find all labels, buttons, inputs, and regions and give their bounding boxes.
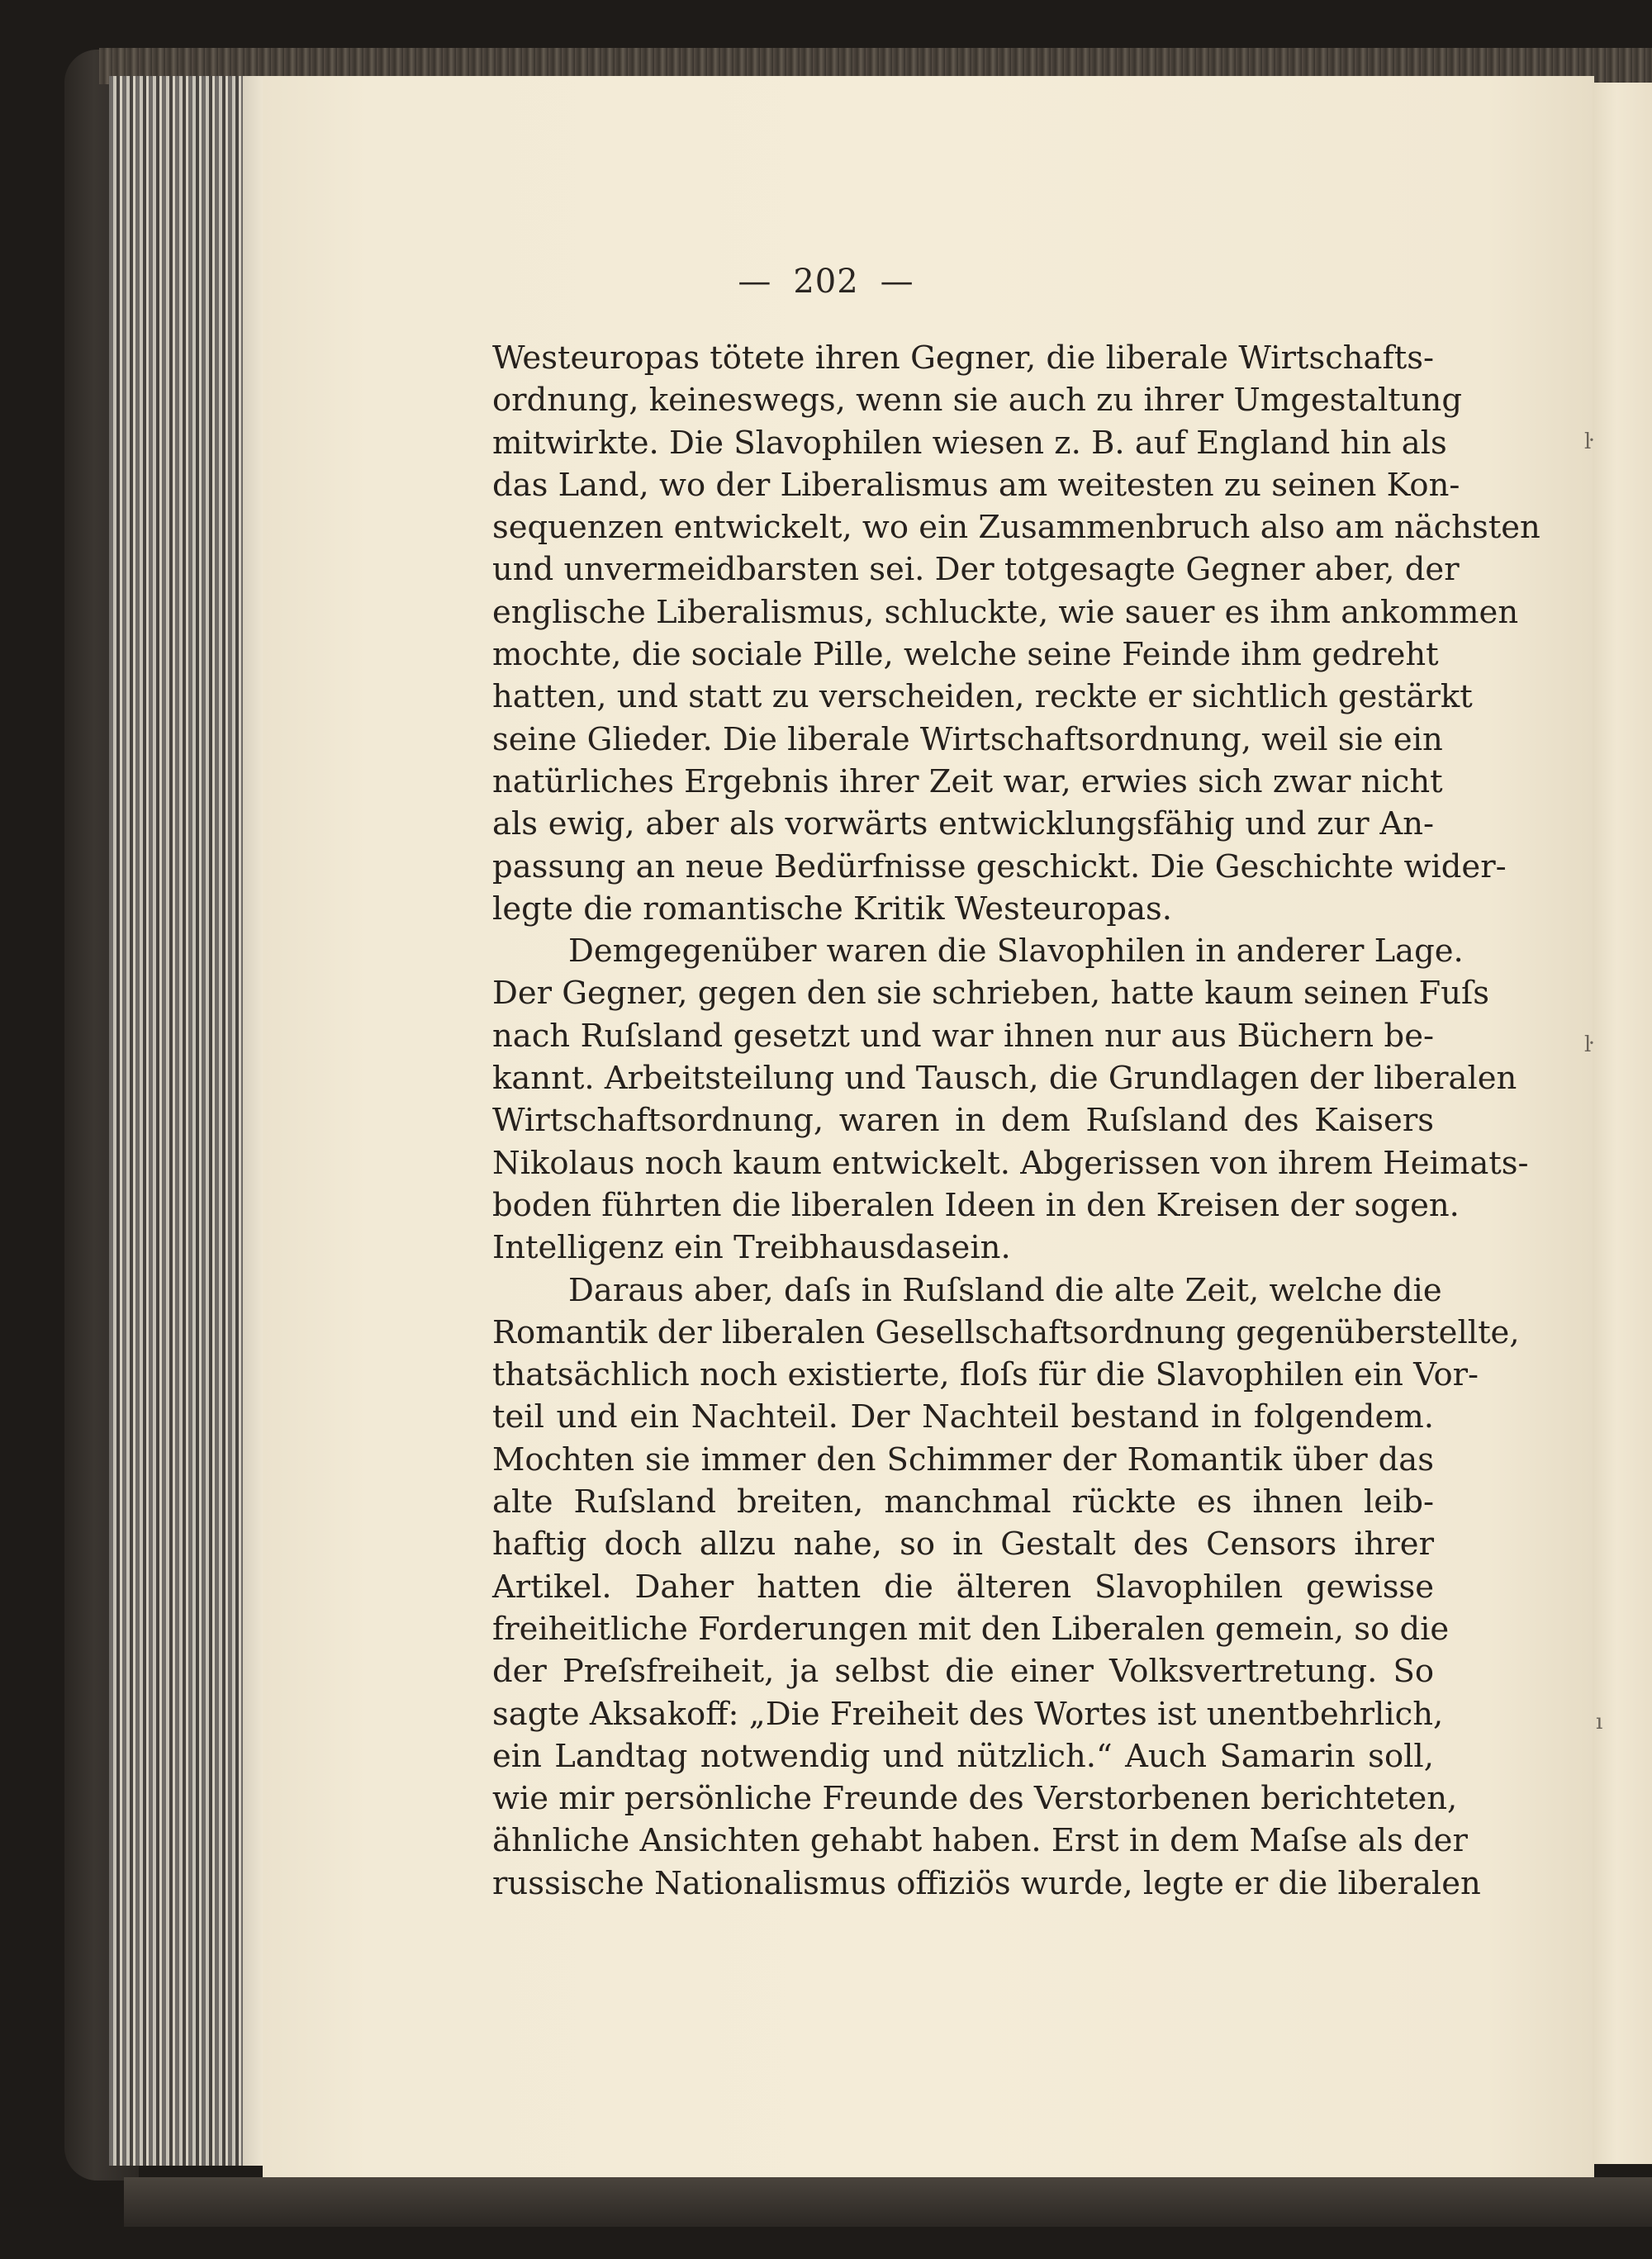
text-line: boden führten die liberalen Ideen in den Kreisen der sogen. xyxy=(492,1186,1460,1224)
text-line: ordnung, keineswegs, wenn sie auch zu ihrer Umgestaltung xyxy=(492,382,1462,420)
text-line: ein Landtag notwendig und nützlich.“ Auch Samarin soll, xyxy=(492,1737,1434,1775)
page-number: 202 xyxy=(793,263,859,301)
text-line: natürliches Ergebnis ihrer Zeit war, erwies sich zwar nicht xyxy=(492,762,1443,800)
text-line: Der Gegner, gegen den sie schrieben, hatte kaum seinen Fuſs xyxy=(492,975,1489,1013)
text-line: wie mir persönliche Freunde des Verstorbenen berichteten, xyxy=(492,1780,1458,1818)
text-line: Westeuropas tötete ihren Gegner, die liberale Wirtschafts- xyxy=(492,339,1434,377)
header-dash-right: — xyxy=(880,263,914,301)
body-text xyxy=(492,337,1540,1905)
margin-mark: ı xyxy=(1596,1710,1603,1735)
text-line: passung an neue Bedürfnisse geschickt. Die Geschichte wider- xyxy=(492,847,1507,885)
text-line: mitwirkte. Die Slavophilen wiesen z. B. auf England hin als xyxy=(492,424,1447,462)
text-line: hatten, und statt zu verscheiden, reckte er sichtlich gestärkt xyxy=(492,678,1473,716)
text-line: russische Nationalismus offiziös wurde, legte er die liberalen xyxy=(492,1864,1481,1902)
text-line: englische Liberalismus, schluckte, wie sauer es ihm ankommen xyxy=(492,593,1519,631)
text-line: der Preſsfreiheit, ja selbst die einer Volksvertretung. So xyxy=(492,1653,1434,1691)
text-line: legte die romantische Kritik Westeuropas. xyxy=(492,890,1173,928)
text-line: Romantik der liberalen Gesellschaftsordnung gegenüberstellte, xyxy=(492,1313,1520,1351)
text-line: Wirtschaftsordnung, waren in dem Ruſsland des Kaisers xyxy=(492,1102,1434,1140)
text-line: und unvermeidbarsten sei. Der totgesagte Gegner aber, der xyxy=(492,551,1460,589)
text-line: mochte, die sociale Pille, welche seine Feinde ihm gedreht xyxy=(492,636,1439,674)
text-line: Demgegenüber waren die Slavophilen in anderer Lage. xyxy=(568,933,1464,971)
text-line: alte Ruſsland breiten, manchmal rückte es ihnen leib- xyxy=(492,1483,1434,1521)
page-stack-edges xyxy=(109,76,266,2166)
text-line: nach Ruſsland gesetzt und war ihnen nur aus Büchern be- xyxy=(492,1017,1434,1055)
text-line: thatsächlich noch existierte, floſs für die Slavophilen ein Vor- xyxy=(492,1356,1479,1394)
text-line: sagte Aksakoff: „Die Freiheit des Wortes ist unentbehrlich, xyxy=(492,1695,1444,1733)
text-line: Artikel. Daher hatten die älteren Slavophilen gewisse xyxy=(492,1568,1434,1606)
text-line: teil und ein Nachteil. Der Nachteil bestand in folgendem. xyxy=(492,1398,1434,1436)
margin-mark: ŀ xyxy=(1584,429,1592,454)
text-line: ähnliche Ansichten gehabt haben. Erst in dem Maſse als der xyxy=(492,1822,1468,1860)
text-line: seine Glieder. Die liberale Wirtschaftsordnung, weil sie ein xyxy=(492,720,1443,758)
bottom-edge xyxy=(124,2177,1652,2227)
next-page-edge xyxy=(1593,83,1652,2164)
text-line: haftig doch allzu nahe, so in Gestalt des Censors ihrer xyxy=(492,1526,1434,1564)
page-number-header xyxy=(0,263,1652,301)
text-line: freiheitliche Forderungen mit den Liberalen gemein, so die xyxy=(492,1610,1450,1648)
text-line: Mochten sie immer den Schimmer der Romantik über das xyxy=(492,1440,1434,1478)
margin-mark: ŀ xyxy=(1584,1032,1592,1057)
text-line: kannt. Arbeitsteilung und Tausch, die Grundlagen der liberalen xyxy=(492,1060,1517,1098)
text-line: sequenzen entwickelt, wo ein Zusammenbruch also am nächsten xyxy=(492,509,1540,547)
text-line: Daraus aber, daſs in Ruſsland die alte Zeit, welche die xyxy=(568,1271,1442,1309)
text-line: Nikolaus noch kaum entwickelt. Abgerissen von ihrem Heimats- xyxy=(492,1144,1529,1182)
text-line: Intelligenz ein Treibhausdasein. xyxy=(492,1229,1011,1267)
header-dash-left: — xyxy=(738,263,772,301)
text-line: das Land, wo der Liberalismus am weitesten zu seinen Kon- xyxy=(492,466,1460,504)
text-line: als ewig, aber als vorwärts entwicklungsfähig und zur An- xyxy=(492,805,1434,843)
